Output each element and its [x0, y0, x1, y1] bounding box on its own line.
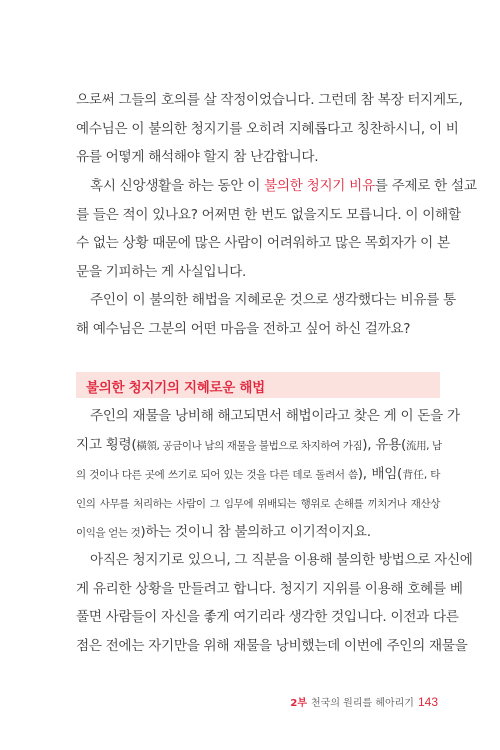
paragraph-1: [76, 86, 463, 172]
text-line: 주인의 재물을 낭비해 해고되면서 해법이라고 찾은 게 이 돈을 가: [90, 408, 460, 424]
text-line: 풀면 사람들이 자신을 좋게 여기리라 생각한 것입니다. 이전과 다른: [76, 609, 459, 625]
text-line: 지고 횡령(橫領, 공금이나 남의 재물을 불법으로 차지하여 가짐), 유용(流用, 남: [76, 436, 442, 453]
text-line: 유를 어떻게 해석해야 할지 참 난감합니다.: [76, 149, 319, 165]
section-title: 불의한 청지기의 지혜로운 해법: [86, 380, 265, 396]
text-line: 인의 사무를 처리하는 사람이 그 임무에 위배되는 행위로 손해를 끼치거나 재산상: [76, 497, 440, 510]
text-line: 해 예수님은 그분의 어떤 마음을 전하고 싶어 하신 걸까요?: [76, 320, 411, 337]
text-line: 의 것이나 다른 곳에 쓰기로 되어 있는 것을 다른 데로 돌려서 씀), 배임(背任, 타: [76, 466, 440, 482]
text-line: 수 없는 상황 때문에 많은 사람이 어려워하고 많은 목회자가 이 본: [76, 235, 450, 251]
text-line: 주인이 이 불의한 해법을 지혜로운 것으로 생각했다는 비유를 통: [90, 292, 456, 308]
paragraph-5: [76, 546, 473, 660]
paragraph-4: [76, 402, 460, 548]
text-line: 이익을 얻는 것)하는 것이니 참 불의하고 이기적이지요.: [76, 524, 371, 540]
text-line: 게 유리한 상황을 만들려고 합니다. 청지기 지위를 이용해 호혜를 베: [76, 580, 463, 597]
text-line: 예수님은 이 불의한 청지기를 오히려 지혜롭다고 칭찬하시니, 이 비: [76, 120, 459, 137]
footer-part-label: 2부: [290, 698, 307, 709]
text-line: 점은 전에는 자기만을 위해 재물을 낭비했는데 이번에 주인의 재물을: [76, 637, 468, 654]
footer-chapter-title: 천국의 원리를 헤아리기: [311, 698, 414, 709]
page-number: 143: [417, 695, 438, 709]
text-line: 혹시 신앙생활을 하는 동안 이 불의한 청지기 비유를 주제로 한 설교: [90, 178, 477, 194]
highlighted-phrase: 불의한 청지기 비유: [264, 178, 375, 194]
page-footer: [290, 694, 438, 709]
paragraph-2: [76, 172, 477, 286]
text-line: 아직은 청지기로 있으니, 그 직분을 이용해 불의한 방법으로 자신에: [90, 552, 473, 568]
text-line: 으로써 그들의 호의를 살 작정이었습니다. 그런데 참 복장 터지게도,: [76, 92, 463, 108]
text-line: 를 들은 적이 있나요? 어쩌면 한 번도 없을지도 모릅니다. 이 이해할: [76, 206, 461, 223]
section-heading-bar: [76, 372, 440, 398]
text-line: 문을 기피하는 게 사실입니다.: [76, 263, 247, 280]
paragraph-3: [76, 286, 456, 343]
